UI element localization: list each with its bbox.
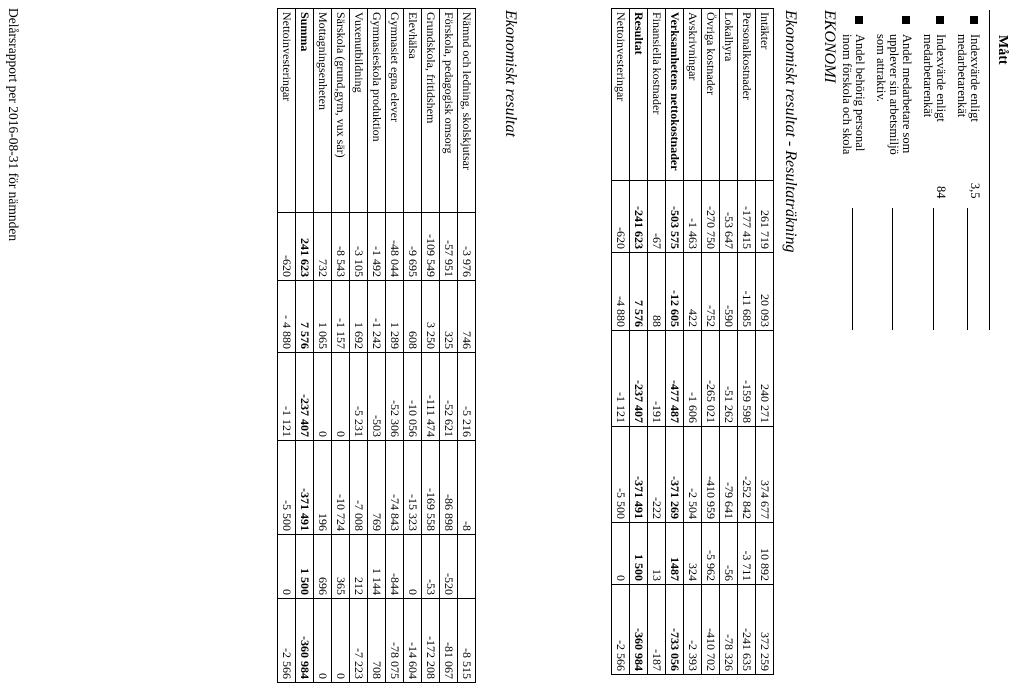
value-cell: -371 491	[630, 427, 648, 523]
matt-label: Indexvärde enligt medarbetarenkät	[955, 34, 982, 122]
value-cell: 696	[314, 535, 332, 599]
value-cell: 1 500	[296, 535, 314, 599]
value-cell: 732	[314, 213, 332, 281]
row-label: Särskola (grund,gym, vux sär)	[332, 9, 350, 213]
value-cell: -360 984	[630, 585, 648, 675]
value-cell: -844	[386, 535, 404, 599]
matt-line	[893, 208, 895, 330]
value-cell: -8 515	[458, 599, 476, 683]
value-cell: 422	[684, 253, 702, 331]
value-cell: 0	[332, 599, 350, 683]
value-cell: 196	[314, 441, 332, 535]
table-row	[440, 9, 458, 683]
table-row	[756, 9, 774, 675]
value-cell: 1 692	[350, 281, 368, 353]
value-cell: 372 259	[756, 585, 774, 675]
value-cell: 1 289	[386, 281, 404, 353]
value-cell: 1 500	[630, 523, 648, 585]
value-cell: -2 504	[684, 427, 702, 523]
table-row	[666, 9, 684, 675]
value-cell: -48 044	[386, 213, 404, 281]
value-cell: -237 407	[630, 331, 648, 427]
bullet-icon	[936, 16, 944, 24]
value-cell: -14 604	[404, 599, 422, 683]
table-row	[720, 9, 738, 675]
row-label: Grundskola, fritidshem	[422, 9, 440, 213]
value-cell: -620	[278, 213, 296, 281]
value-cell: 708	[368, 599, 386, 683]
value-cell: -81 067	[440, 599, 458, 683]
value-cell: -187	[648, 585, 666, 675]
row-label: Övriga kostnader	[702, 9, 720, 181]
row-label: Gymnasiet egna elever	[386, 9, 404, 213]
value-cell: -5 500	[612, 427, 630, 523]
value-cell: 0	[314, 599, 332, 683]
value-cell: 0	[332, 353, 350, 441]
value-cell: -1 492	[368, 213, 386, 281]
ekonomiskt-resultat-table	[277, 8, 476, 683]
value-cell: 325	[440, 281, 458, 353]
row-label: Avskrivningar	[684, 9, 702, 181]
value-cell: 88	[648, 253, 666, 331]
value-cell: 0	[612, 523, 630, 585]
matt-value: 3,5	[968, 182, 982, 199]
value-cell: -2 566	[278, 599, 296, 683]
table-row	[332, 9, 350, 683]
value-cell: -241 635	[738, 585, 756, 675]
value-cell: -503	[368, 353, 386, 441]
value-cell: -360 984	[296, 599, 314, 683]
row-label: Nämnd och ledning, skolskjutsar	[458, 9, 476, 213]
value-cell: -169 558	[422, 441, 440, 535]
matt-value	[840, 170, 866, 199]
matt-line	[933, 208, 935, 330]
value-cell: -172 208	[422, 599, 440, 683]
value-cell: 241 623	[296, 213, 314, 281]
value-cell: 374 677	[756, 427, 774, 523]
table-row	[458, 9, 476, 683]
table-row	[368, 9, 386, 683]
value-cell: -159 598	[738, 331, 756, 427]
resultatrakning-table	[611, 8, 774, 675]
table-row	[386, 9, 404, 683]
value-cell: -733 056	[666, 585, 684, 675]
value-cell: -520	[440, 535, 458, 599]
table-row	[296, 9, 314, 683]
value-cell: -53 647	[720, 181, 738, 253]
table-row	[684, 9, 702, 675]
table-row	[702, 9, 720, 675]
table-row	[350, 9, 368, 683]
row-label: Nettoinvesteringar	[612, 9, 630, 181]
value-cell: -15 323	[404, 441, 422, 535]
value-cell: -590	[720, 253, 738, 331]
value-cell: -2 393	[684, 585, 702, 675]
row-label: Gymnasieskola produktion	[368, 9, 386, 213]
matt-row	[874, 10, 913, 330]
value-cell: 608	[404, 281, 422, 353]
value-cell: -5 216	[458, 353, 476, 441]
row-label: Resultat	[630, 9, 648, 181]
value-cell: -52 621	[440, 353, 458, 441]
value-cell: -3 711	[738, 523, 756, 585]
value-cell: -5 962	[702, 523, 720, 585]
value-cell: -8 543	[332, 213, 350, 281]
value-cell: -11 685	[738, 253, 756, 331]
value-cell: 769	[368, 441, 386, 535]
value-cell: -111 474	[422, 353, 440, 441]
row-label: Personalkostnader	[738, 9, 756, 181]
row-label: Nettoinvesteringar	[278, 9, 296, 213]
row-label: Summa	[296, 9, 314, 213]
value-cell: -252 842	[738, 427, 756, 523]
value-cell: -51 262	[720, 331, 738, 427]
value-cell: -477 487	[666, 331, 684, 427]
value-cell: 240 271	[756, 331, 774, 427]
value-cell: -5 500	[278, 441, 296, 535]
matt-header: Mått	[989, 10, 1012, 330]
matt-row	[921, 10, 947, 330]
value-cell: 1487	[666, 523, 684, 585]
bullet-icon	[902, 16, 910, 24]
value-cell: -1 121	[278, 353, 296, 441]
value-cell: -503 575	[666, 181, 684, 253]
bullet-icon	[970, 16, 978, 24]
value-cell: 0	[278, 535, 296, 599]
value-cell: -10 724	[332, 441, 350, 535]
value-cell: 324	[684, 523, 702, 585]
table-row	[630, 9, 648, 675]
row-label: Verksamhetens nettokostnader	[666, 9, 684, 181]
value-cell: -177 415	[738, 181, 756, 253]
value-cell: -2 566	[612, 585, 630, 675]
matt-value: 84	[934, 185, 948, 199]
value-cell: 1 065	[314, 281, 332, 353]
table-row	[612, 9, 630, 675]
table-row	[278, 9, 296, 683]
bullet-icon	[855, 16, 863, 24]
value-cell: -191	[648, 331, 666, 427]
value-cell: 261 719	[756, 181, 774, 253]
matt-label: Indexvärde enligt medarbetarenkät	[921, 34, 948, 122]
value-cell: -56	[720, 523, 738, 585]
value-cell: -7 008	[350, 441, 368, 535]
value-cell: -1 463	[684, 181, 702, 253]
value-cell: 7 576	[630, 253, 648, 331]
value-cell: 0	[314, 353, 332, 441]
value-cell: -109 549	[422, 213, 440, 281]
value-cell: -10 056	[404, 353, 422, 441]
value-cell: 10 892	[756, 523, 774, 585]
table-row	[404, 9, 422, 683]
value-cell: -371 269	[666, 427, 684, 523]
table-row	[648, 9, 666, 675]
value-cell: -410 702	[702, 585, 720, 675]
value-cell: -270 750	[702, 181, 720, 253]
table1-title: Ekonomiskt resultat - Resultaträkning	[782, 10, 799, 253]
value-cell: 20 093	[756, 253, 774, 331]
value-cell: -1 121	[612, 331, 630, 427]
value-cell: 212	[350, 535, 368, 599]
row-label: Lokalhyra	[720, 9, 738, 181]
row-label: Finansiella kostnader	[648, 9, 666, 181]
value-cell: -3 105	[350, 213, 368, 281]
value-cell: -1 606	[684, 331, 702, 427]
matt-line	[967, 208, 969, 330]
value-cell: -371 491	[296, 441, 314, 535]
value-cell: -1 157	[332, 281, 350, 353]
value-cell: -1 242	[368, 281, 386, 353]
value-cell: -410 959	[702, 427, 720, 523]
value-cell: -752	[702, 253, 720, 331]
row-label: Vuxenutbildning	[350, 9, 368, 213]
value-cell: -78 326	[720, 585, 738, 675]
value-cell: -86 898	[440, 441, 458, 535]
value-cell: 1 144	[368, 535, 386, 599]
value-cell: 3 250	[422, 281, 440, 353]
row-label: Intäkter	[756, 9, 774, 181]
value-cell: -12 605	[666, 253, 684, 331]
table2-title: Ekonomiskt resultat	[502, 10, 519, 137]
matt-row	[955, 10, 981, 330]
value-cell: -52 306	[386, 353, 404, 441]
value-cell: -4 880	[612, 253, 630, 331]
value-cell: -241 623	[630, 181, 648, 253]
footer-text: Delårsrapport per 2016-08-31 för nämnden	[6, 8, 21, 242]
value-cell: -3 976	[458, 213, 476, 281]
matt-line	[852, 208, 854, 330]
value-cell: -237 407	[296, 353, 314, 441]
value-cell: -7 223	[350, 599, 368, 683]
value-cell: 365	[332, 535, 350, 599]
matt-value	[874, 170, 913, 199]
value-cell: - 4 880	[278, 281, 296, 353]
value-cell: -78 075	[386, 599, 404, 683]
value-cell: -74 843	[386, 441, 404, 535]
value-cell: -8	[458, 441, 476, 535]
row-label: Förskola, pedagogisk omsorg	[440, 9, 458, 213]
value-cell: -9 695	[404, 213, 422, 281]
section-title: EKONOMI	[821, 10, 838, 83]
matt-block	[840, 10, 1012, 330]
value-cell: -222	[648, 427, 666, 523]
value-cell: -57 951	[440, 213, 458, 281]
table-row	[738, 9, 756, 675]
value-cell: 746	[458, 281, 476, 353]
row-label: Mottagningsenheten	[314, 9, 332, 213]
matt-label: Andel medarbetare som upplever sin arbetsmiljö som attraktiv.	[874, 34, 914, 155]
value-cell: 13	[648, 523, 666, 585]
matt-row	[840, 10, 866, 330]
value-cell: 7 576	[296, 281, 314, 353]
table-row	[314, 9, 332, 683]
table-row	[422, 9, 440, 683]
row-label: Elevhälsa	[404, 9, 422, 213]
value-cell: -53	[422, 535, 440, 599]
value-cell: -67	[648, 181, 666, 253]
value-cell: -79 641	[720, 427, 738, 523]
value-cell: -5 231	[350, 353, 368, 441]
matt-label: Andel behörig personal inom förskola och skola	[840, 34, 867, 155]
value-cell	[458, 535, 476, 599]
value-cell: -265 021	[702, 331, 720, 427]
value-cell: 0	[404, 535, 422, 599]
value-cell: -620	[612, 181, 630, 253]
